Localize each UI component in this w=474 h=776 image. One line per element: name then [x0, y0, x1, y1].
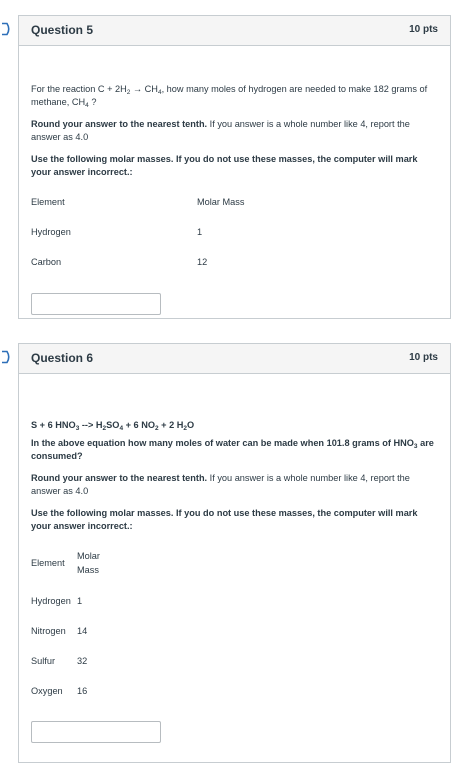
answer-input[interactable] [31, 293, 161, 315]
question-5-card [18, 15, 451, 319]
question-prompt: In the above equation how many moles of water can be made when 101.8 grams of $HNO_3$ are consumed? [31, 438, 434, 461]
table-header-molar-mass: Molar Mass [197, 197, 245, 207]
table-cell-element: Sulfur [31, 656, 56, 666]
question-6-card [18, 343, 451, 763]
question-title: Question 6 [31, 351, 94, 365]
table-header-mass: Mass [77, 565, 99, 575]
question-prompt: For the reaction $C + 2H_2 \to CH_4$, how many moles of hydrogen are needed to make 182 grams of methane, $CH_4$ ? [31, 84, 428, 109]
question-title: Question 5 [31, 23, 94, 37]
table-cell-element: Oxygen [31, 686, 63, 696]
table-cell-element: Hydrogen [31, 227, 71, 237]
table-cell-mass: 12 [197, 257, 208, 267]
rounding-instruction: Round your answer to the nearest tenth. If you answer is a whole number like 4, report the answer as 4.0 [31, 473, 410, 496]
table-cell-element: Hydrogen [31, 596, 71, 606]
flag-icon[interactable] [0, 350, 14, 364]
table-header-molar: Molar [77, 551, 100, 561]
flag-icon[interactable] [0, 22, 14, 36]
table-cell-mass: 14 [77, 626, 88, 636]
question-header [19, 16, 450, 46]
molar-mass-instruction: Use the following molar masses. If you do not use these masses, the computer will mark your answer incorrect.: [31, 508, 418, 531]
answer-input[interactable] [31, 721, 161, 743]
table-cell-mass: 1 [77, 596, 83, 606]
table-header-element: Element [31, 197, 65, 207]
table-cell-mass: 16 [77, 686, 88, 696]
chemical-equation: S + 6 $HNO_3$ --> $H_2SO_4 + 6$ $NO_2 + 2$ $H_2O$ [31, 420, 195, 432]
question-points: 10 pts [409, 352, 438, 363]
rounding-instruction: Round your answer to the nearest tenth. If you answer is a whole number like 4, report the answer as 4.0 [31, 119, 410, 142]
table-cell-element: Nitrogen [31, 626, 66, 636]
question-points: 10 pts [409, 24, 438, 35]
molar-mass-instruction: Use the following molar masses. If you do not use these masses, the computer will mark your answer incorrect.: [31, 154, 418, 177]
table-cell-element: Carbon [31, 257, 62, 267]
table-cell-mass: 32 [77, 656, 88, 666]
table-header-element: Element [31, 558, 65, 568]
question-header [19, 344, 450, 374]
table-cell-mass: 1 [197, 227, 203, 237]
